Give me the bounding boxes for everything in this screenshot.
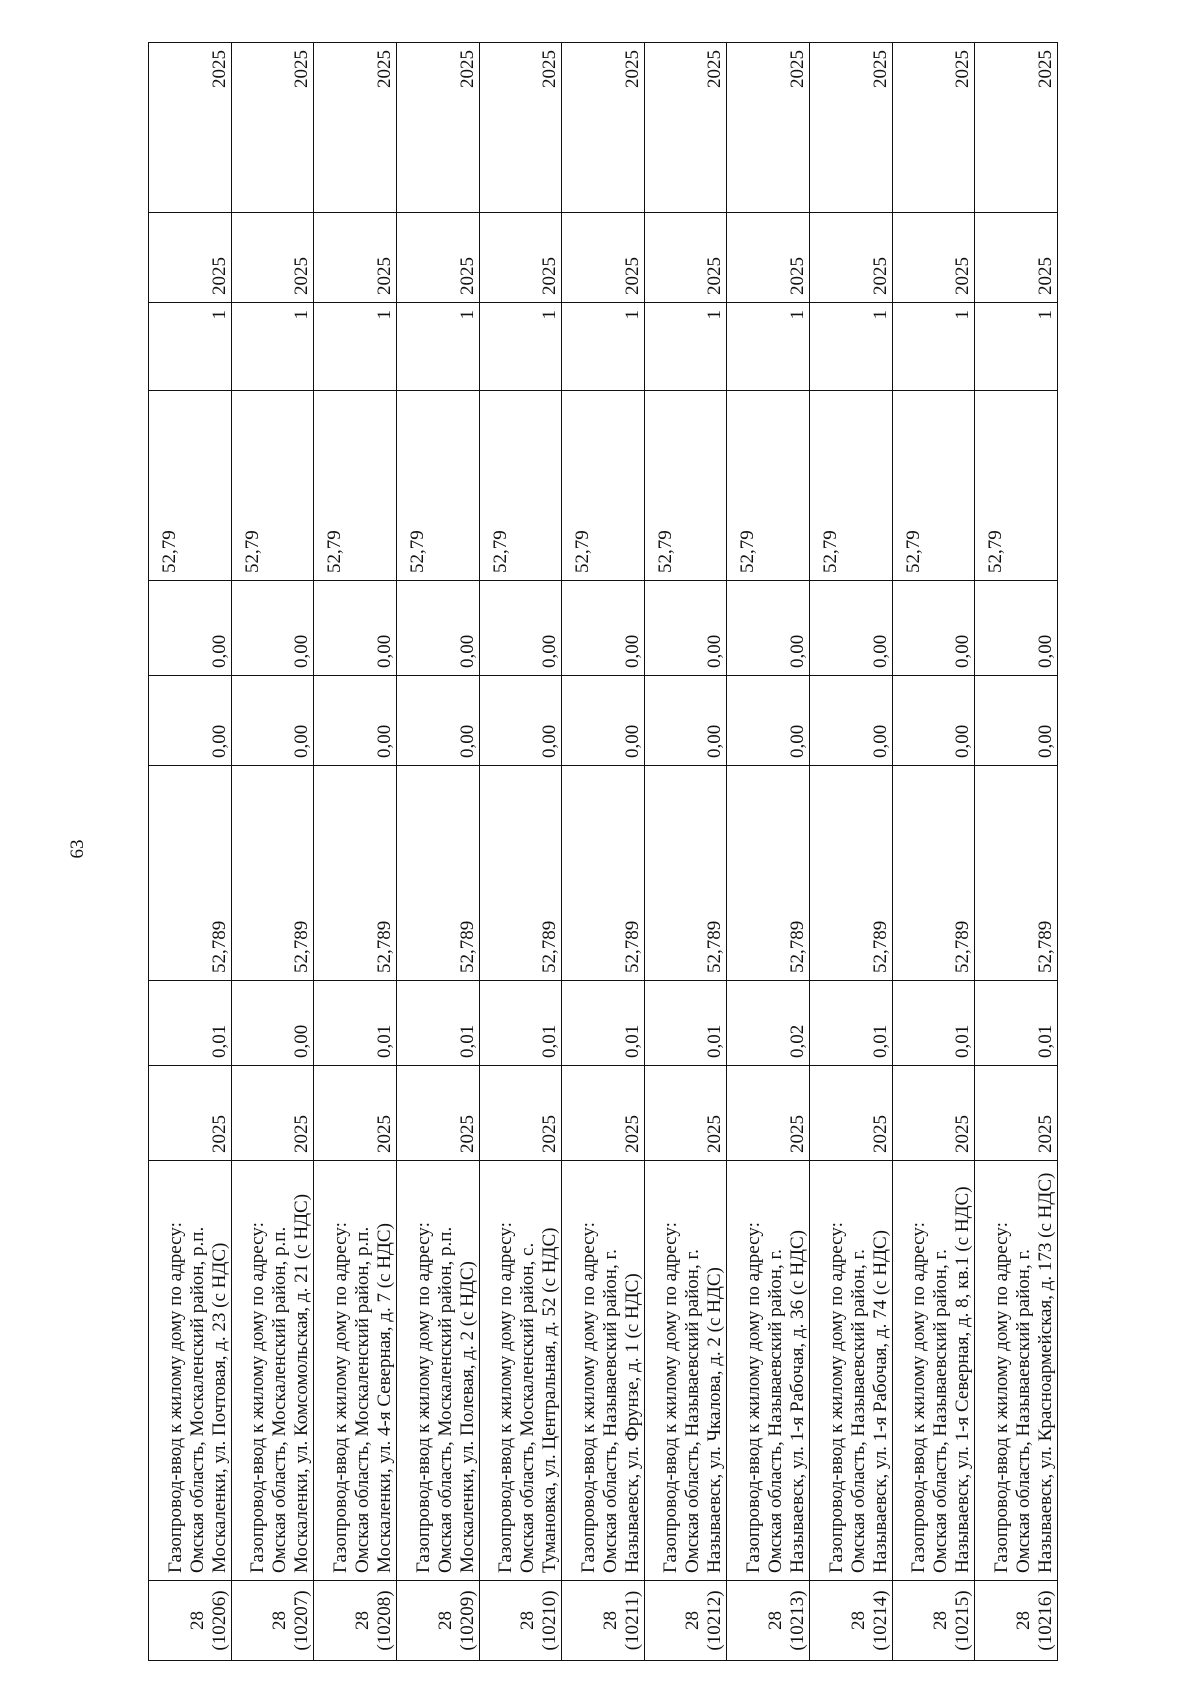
- cell-value-1: 0,01: [314, 981, 397, 1066]
- cell-value-4: 0,00: [975, 581, 1058, 676]
- cell-start-year: 2025: [562, 213, 645, 303]
- cell-count: 1: [975, 303, 1058, 391]
- cell-start-year: 2025: [975, 213, 1058, 303]
- cell-value-4: 0,00: [727, 581, 810, 676]
- cell-object-id: 28 (10210): [479, 1581, 562, 1661]
- table-row: [231, 43, 314, 1661]
- cell-value-1: 0,00: [231, 981, 314, 1066]
- cell-value-3: 0,00: [810, 676, 893, 766]
- cell-value-3: 0,00: [149, 676, 232, 766]
- cell-value-5: 52,79: [727, 391, 810, 581]
- cell-value-4: 0,00: [810, 581, 893, 676]
- table-row: [727, 43, 810, 1661]
- cell-description: Газопровод-ввод к жилому дому по адресу: Омская область, Называевский район, г. Называевск, ул. Фрунзе, д. 1 (с НДС): [562, 1161, 645, 1581]
- cell-value-5: 52,79: [562, 391, 645, 581]
- cell-value-2: 52,789: [975, 766, 1058, 981]
- cell-object-id: 28 (10207): [231, 1581, 314, 1661]
- cell-value-1: 0,02: [727, 981, 810, 1066]
- cell-value-5: 52,79: [479, 391, 562, 581]
- cell-value-1: 0,01: [810, 981, 893, 1066]
- cell-count: 1: [231, 303, 314, 391]
- cell-value-3: 0,00: [975, 676, 1058, 766]
- cell-description: Газопровод-ввод к жилому дому по адресу: Омская область, Называевский район, г. Называевск, ул. 1-я Рабочая, д. 74 (с НДС): [810, 1161, 893, 1581]
- cell-value-5: 52,79: [231, 391, 314, 581]
- cell-value-2: 52,789: [644, 766, 727, 981]
- cell-end-year: 2025: [231, 43, 314, 213]
- cell-start-year: 2025: [810, 213, 893, 303]
- cell-description: Газопровод-ввод к жилому дому по адресу: Омская область, Называевский район, г. Называевск, ул. 1-я Северная, д. 8, кв.1 (с НДС): [892, 1161, 975, 1581]
- cell-start-year: 2025: [479, 213, 562, 303]
- cell-object-id: 28 (10209): [396, 1581, 479, 1661]
- cell-value-4: 0,00: [892, 581, 975, 676]
- cell-value-2: 52,789: [727, 766, 810, 981]
- cell-end-year: 2025: [644, 43, 727, 213]
- cell-count: 1: [727, 303, 810, 391]
- cell-year: 2025: [562, 1066, 645, 1161]
- table-row: [810, 43, 893, 1661]
- cell-start-year: 2025: [892, 213, 975, 303]
- cell-year: 2025: [149, 1066, 232, 1161]
- cell-count: 1: [396, 303, 479, 391]
- cell-value-1: 0,01: [892, 981, 975, 1066]
- cell-object-id: 28 (10213): [727, 1581, 810, 1661]
- cell-start-year: 2025: [727, 213, 810, 303]
- table-row: [479, 43, 562, 1661]
- cell-value-1: 0,01: [396, 981, 479, 1066]
- cell-year: 2025: [396, 1066, 479, 1161]
- cell-end-year: 2025: [396, 43, 479, 213]
- cell-value-2: 52,789: [810, 766, 893, 981]
- table-row: [149, 43, 232, 1661]
- cell-start-year: 2025: [149, 213, 232, 303]
- cell-count: 1: [562, 303, 645, 391]
- page-number: 63: [67, 839, 88, 859]
- cell-start-year: 2025: [644, 213, 727, 303]
- cell-value-3: 0,00: [314, 676, 397, 766]
- cell-value-1: 0,01: [479, 981, 562, 1066]
- cell-count: 1: [644, 303, 727, 391]
- cell-description: Газопровод-ввод к жилому дому по адресу: Омская область, Называевский район, г. Называевск, ул. 1-я Рабочая, д. 36 (с НДС): [727, 1161, 810, 1581]
- cell-end-year: 2025: [479, 43, 562, 213]
- cell-value-4: 0,00: [231, 581, 314, 676]
- cell-value-3: 0,00: [892, 676, 975, 766]
- cell-description: Газопровод-ввод к жилому дому по адресу: Омская область, Москаленский район, р.п. Москаленки, ул. 4-я Северная, д. 7 (с НДС): [314, 1161, 397, 1581]
- cell-description: Газопровод-ввод к жилому дому по адресу: Омская область, Называевский район, г. Называевск, ул. Красноармейская, д. 173 (с НДС): [975, 1161, 1058, 1581]
- cell-value-5: 52,79: [314, 391, 397, 581]
- cell-count: 1: [810, 303, 893, 391]
- cell-year: 2025: [231, 1066, 314, 1161]
- cell-value-5: 52,79: [644, 391, 727, 581]
- cell-description: Газопровод-ввод к жилому дому по адресу: Омская область, Москаленский район, с. Тумановка, ул. Центральная, д. 52 (с НДС): [479, 1161, 562, 1581]
- cell-value-3: 0,00: [231, 676, 314, 766]
- cell-object-id: 28 (10215): [892, 1581, 975, 1661]
- cell-year: 2025: [810, 1066, 893, 1161]
- cell-value-2: 52,789: [396, 766, 479, 981]
- cell-value-1: 0,01: [644, 981, 727, 1066]
- cell-start-year: 2025: [314, 213, 397, 303]
- table-row: [975, 43, 1058, 1661]
- table-row: [562, 43, 645, 1661]
- cell-value-4: 0,00: [314, 581, 397, 676]
- cell-value-2: 52,789: [892, 766, 975, 981]
- cell-end-year: 2025: [892, 43, 975, 213]
- rotated-table-container: [148, 43, 1058, 1661]
- cell-value-5: 52,79: [975, 391, 1058, 581]
- cell-value-3: 0,00: [396, 676, 479, 766]
- cell-description: Газопровод-ввод к жилому дому по адресу: Омская область, Называевский район, г. Называевск, ул. Чкалова, д. 2 (с НДС): [644, 1161, 727, 1581]
- cell-value-4: 0,00: [479, 581, 562, 676]
- cell-start-year: 2025: [396, 213, 479, 303]
- cell-value-5: 52,79: [892, 391, 975, 581]
- cell-end-year: 2025: [314, 43, 397, 213]
- table-row: [396, 43, 479, 1661]
- cell-end-year: 2025: [562, 43, 645, 213]
- cell-value-4: 0,00: [396, 581, 479, 676]
- cell-year: 2025: [479, 1066, 562, 1161]
- investment-table: [148, 42, 1058, 1661]
- cell-year: 2025: [644, 1066, 727, 1161]
- cell-count: 1: [314, 303, 397, 391]
- cell-description: Газопровод-ввод к жилому дому по адресу: Омская область, Москаленский район, р.п. Москаленки, ул. Комсомольская, д. 21 (с НДС): [231, 1161, 314, 1581]
- cell-object-id: 28 (10208): [314, 1581, 397, 1661]
- cell-value-4: 0,00: [149, 581, 232, 676]
- cell-value-4: 0,00: [562, 581, 645, 676]
- cell-object-id: 28 (10214): [810, 1581, 893, 1661]
- cell-end-year: 2025: [727, 43, 810, 213]
- table-row: [892, 43, 975, 1661]
- cell-value-3: 0,00: [479, 676, 562, 766]
- cell-count: 1: [892, 303, 975, 391]
- cell-object-id: 28 (10206): [149, 1581, 232, 1661]
- cell-description: Газопровод-ввод к жилому дому по адресу: Омская область, Москаленский район, р.п. Москаленки, ул. Почтовая, д. 23 (с НДС): [149, 1161, 232, 1581]
- cell-value-3: 0,00: [727, 676, 810, 766]
- cell-end-year: 2025: [810, 43, 893, 213]
- cell-value-1: 0,01: [975, 981, 1058, 1066]
- cell-value-5: 52,79: [149, 391, 232, 581]
- cell-year: 2025: [314, 1066, 397, 1161]
- cell-year: 2025: [975, 1066, 1058, 1161]
- cell-value-2: 52,789: [479, 766, 562, 981]
- cell-value-5: 52,79: [810, 391, 893, 581]
- cell-value-2: 52,789: [562, 766, 645, 981]
- cell-value-2: 52,789: [314, 766, 397, 981]
- cell-value-3: 0,00: [562, 676, 645, 766]
- table-row: [314, 43, 397, 1661]
- cell-year: 2025: [892, 1066, 975, 1161]
- cell-end-year: 2025: [975, 43, 1058, 213]
- cell-end-year: 2025: [149, 43, 232, 213]
- cell-start-year: 2025: [231, 213, 314, 303]
- cell-value-1: 0,01: [562, 981, 645, 1066]
- cell-year: 2025: [727, 1066, 810, 1161]
- cell-object-id: 28 (10211): [562, 1581, 645, 1661]
- cell-value-3: 0,00: [644, 676, 727, 766]
- cell-count: 1: [479, 303, 562, 391]
- cell-count: 1: [149, 303, 232, 391]
- cell-value-5: 52,79: [396, 391, 479, 581]
- cell-description: Газопровод-ввод к жилому дому по адресу: Омская область, Москаленский район, р.п. Москаленки, ул. Полевая, д. 2 (с НДС): [396, 1161, 479, 1581]
- cell-value-4: 0,00: [644, 581, 727, 676]
- cell-value-1: 0,01: [149, 981, 232, 1066]
- cell-value-2: 52,789: [149, 766, 232, 981]
- cell-object-id: 28 (10212): [644, 1581, 727, 1661]
- cell-value-2: 52,789: [231, 766, 314, 981]
- table-body: [149, 43, 1058, 1661]
- table-row: [644, 43, 727, 1661]
- cell-object-id: 28 (10216): [975, 1581, 1058, 1661]
